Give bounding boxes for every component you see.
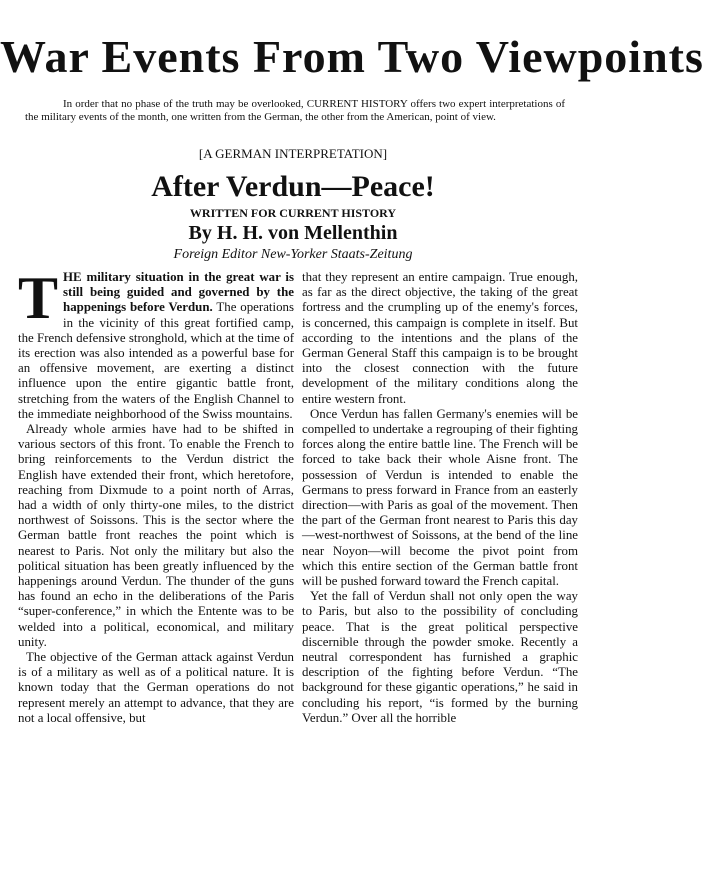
article-column-right xyxy=(302,270,578,870)
author-affiliation: Foreign Editor New-Yorker Staats-Zeitung xyxy=(173,247,413,262)
author-byline: By H. H. von Mellenthin xyxy=(188,222,398,244)
paragraph xyxy=(18,265,294,422)
paragraph: Once Verdun has fallen Germany's enemies will be compelled to undertake a regrouping of their fighting forces along the entire battle line. The French will be forced to take back their whole Aisne front. The possession of Verdun is intended to enable the Germans to press forward in France from an easterly direction—with Paris as goal of the movement. Then the part of the German front nearest to Paris this day—west-northwest of Soissons, at the bend of the line near Noyon—will become the pivot point from which this entire section of the German battle front will be pushed forward toward the French capital. xyxy=(302,406,578,589)
lead-text: HE military situation in the great war is still being guided and governed by the happenings before Verdun. xyxy=(63,270,294,315)
article-column-left xyxy=(18,265,294,870)
page-title: War Events From Two Viewpoints xyxy=(0,31,704,82)
written-for-line: WRITTEN FOR CURRENT HISTORY xyxy=(189,206,397,220)
paragraph-text: The operations in the vicinity of this great fortified camp, the French defensive stronghold, which at the time of its erection was also intended as a powerful base for an offensive movement, are exerting a distinct influence upon the entire gigantic battle front, stretching from the waters of the English Channel to the immediate neighborhood of the Swiss mountains. xyxy=(18,300,294,421)
paragraph: Already whole armies have had to be shifted in various sectors of this front. To enable the French to bring reinforcements to the Verdun district the English have extended their front, which heretofore, reaching from Dixmude to a point north of Arras, had a width of only thirty-one miles, to the district northwest of Soissons. This is the sector where the German battle front reaches the point which is nearest to Paris. Not only the military but also the political situation has been greatly influenced by the happenings around Verdun. The thunder of the guns has found an echo in the deliberations of the Paris “super-conference,” in which the Entente was to be welded into a political, economical, and military unity. xyxy=(18,422,294,649)
paragraph: that they represent an entire campaign. True enough, as far as the direct objective, the taking of the great fortress and the crumpling up of the enemy's forces, is concerned, this campaign is complete in itself. But according to the intentions and the plans of the German General Staff this campaign is to be brought into the closest connection with the future development of the military conditions along the entire western front. xyxy=(302,270,578,406)
drop-cap: T xyxy=(18,265,59,331)
intro-note xyxy=(25,98,565,124)
paragraph: Yet the fall of Verdun shall not only open the way to Paris, but also to the possibility of concluding peace. That is the great political perspective discernible through the powder smoke. Recently a neutral correspondent has furnished a graphic description of the fighting before Verdun. “The background for these gigantic operations,” he said in concluding his report, “is formed by the burning Verdun.” Over all the horrible xyxy=(302,589,578,725)
article-headline: After Verdun—Peace! xyxy=(151,170,435,203)
paragraph: The objective of the German attack against Verdun is of a military as well as of a political nature. It is known today that the German operations do not represent merely an attempt to advance, that they are not a local offensive, but xyxy=(18,650,294,725)
intro-text: In order that no phase of the truth may be overlooked, CURRENT HISTORY offers two expert interpretations of the military events of the month, one written from the German, the other from the American, point of view. xyxy=(25,98,565,123)
section-label: [A GERMAN INTERPRETATION] xyxy=(198,146,388,161)
